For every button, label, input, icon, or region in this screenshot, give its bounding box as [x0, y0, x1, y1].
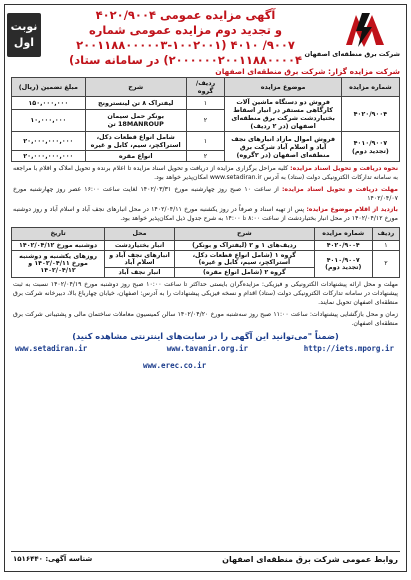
item-description: لیفتراک ۸ تن لینسترونج [85, 97, 186, 110]
footer-org: روابط عمومی شرکت برق منطقه‌ای اصفهان [222, 555, 398, 564]
visit-place: انبارهای نجف آباد و اسلام آباد [105, 250, 175, 267]
row-index: ۱ [186, 97, 225, 110]
col-row: ردیف/گروه [186, 78, 225, 97]
procedure-label: نحوه دریافت و تحویل اسناد مزایده: [290, 165, 399, 172]
company-logo [304, 11, 400, 65]
col-place: محل [105, 227, 175, 240]
auction-subject: فروش دو دستگاه ماشین آلات کارگاهی مستقر در انبار اسقاط بختیاردشت شرکت برق منطقه‌ای اصفهان (در ۲ ردیف) [225, 97, 341, 132]
table-header-row [12, 227, 400, 240]
title-line-4: ۲۰۰۰۰۰۰۲۰۰۱۱۸۸۰۰۰۰۴) در سامانه ستاد) [68, 53, 302, 67]
visit-date: روزهای یکشنبه و دوشنبه مورخ ۱۴۰۲/۰۴/۱۱ و ۱۴۰۲/۰۴/۱۲ [12, 250, 105, 277]
visit-place: انبار نجف آباد [105, 267, 175, 277]
row-index: ۱ [372, 240, 399, 250]
power-logo-icon [342, 11, 388, 49]
item-description: بونکر حمل سیمان 18MANROUP تن [85, 109, 186, 131]
round-badge: نوبت اول [7, 13, 41, 57]
visit-info [13, 205, 398, 224]
advertisement-page [4, 4, 407, 572]
item-description: شامل انواع قطعات دکل، استراکچر، سیم، کابل و غیره [85, 132, 186, 151]
guarantee-amount: ۱۵۰,۰۰۰,۰۰۰ [12, 97, 86, 110]
row-index: ۱ [186, 132, 225, 151]
visit-date: دوشنبه مورخ ۱۴۰۲/۰۴/۱۲ [12, 240, 105, 250]
row-index: ۲ [186, 151, 225, 162]
visit-description: گروه ۲ (شامل انواع مقره) [174, 267, 314, 277]
link-erec[interactable]: www.erec.co.ir [143, 361, 207, 371]
visit-text: پس از تهیه اسناد و صرفاً در روز یکشنبه مورخ ۱۴۰۲/۰۴/۱۱ در محل انبارهای نجف آباد و اسلام آباد و روز دوشنبه مورخ ۱۴۰۲/۰۴/۱۲ در محل انبار بختیاردشت از ساعت ۸:۰۰ تا ۱۴:۰۰ به شرح جدول ذیل امکان‌پذیر خواهد بود. [13, 206, 398, 223]
visit-place: انبار بختیاردشت [105, 240, 175, 250]
visit-label: بازدید از اقلام موضوع مزایده: [306, 206, 398, 214]
documents-deadline [13, 185, 398, 204]
footer [11, 551, 400, 568]
col-number: شماره مزایده [341, 78, 399, 97]
website-links [13, 344, 398, 374]
link-tavanir[interactable]: www.tavanir.org.ir [166, 344, 248, 354]
auctioneer-line: شرکت مزایده گزار: شرکت برق منطقه‌ای اصفهان [215, 67, 400, 76]
link-setadiran[interactable]: www.setadiran.ir [15, 344, 88, 354]
col-subject: موضوع مزایده [225, 78, 341, 97]
col-number: شماره مزایده [314, 227, 372, 240]
deadline-text: از ساعت ۱۰ صبح روز چهارشنبه مورخ ۱۴۰۲/۰۳/۳۱ لغایت ساعت ۱۶:۰۰ عصر روز چهارشنبه مورخ ۱۴۰۲/۰۴/۰۷ [13, 185, 398, 202]
title-line-3: ۹۰۰۷/ ۴۰۱۰ (۲۰۰۱۱۸۸۰۰۰۰۰۳-۱۰۰۲۰۰۱ [76, 38, 295, 52]
ad-title [45, 8, 326, 68]
auction-items-table [11, 77, 400, 162]
procedure-text: کلیه مراحل برگزاری مزایده از دریافت و تحویل اسناد مزایده تا اعلام برنده و تحویل املاک و اقلام با مراجعه به سامانه تدارکات الکترونیکی دولت (ستاد) به آدرس www.setadiran.ir امکان‌پذیر خواهد بود. [13, 165, 398, 182]
col-description: شرح [174, 227, 314, 240]
table-row [12, 97, 400, 110]
guarantee-amount: ۲۰,۰۰۰,۰۰۰,۰۰۰ [12, 151, 86, 162]
opening-info: زمان و محل بازگشایی پیشنهادات: ساعت ۱۱:۰۰ صبح روز سه‌شنبه مورخ ۱۴۰۲/۰۴/۲۰ سالن کمیسیون معاملات ساختمان مالی و پشتیبانی شرکت برق منطقه‌ای اصفهان. [13, 310, 398, 327]
documents-procedure [13, 164, 398, 183]
visit-description: ردیف‌های ۱ و ۲ (لیفتراک و بونکر) [174, 240, 314, 250]
title-line-2: و تجدید دوم مزایده عمومی شماره [88, 23, 283, 37]
auction-subject: فروش اموال مازاد انبارهای نجف آباد و اسلام آباد شرکت برق منطقه‌ای اصفهان (در ۲گروه) [225, 132, 341, 162]
link-iets[interactable]: http://iets.mporg.ir [303, 344, 394, 354]
row-index: ۲ [186, 109, 225, 131]
guarantee-amount: ۲۰,۰۰۰,۰۰۰,۰۰۰ [12, 132, 86, 151]
visit-description: گروه ۱ (شامل انواع قطعات دکل، استراکچر، سیم، کابل و غیره) [174, 250, 314, 267]
col-index: ردیف [372, 227, 399, 240]
title-line-1: آگهی مزایده عمومی ۴۰۲۰/۹۰۰۴ [95, 8, 276, 22]
auction-number: ۴۰۲۰/۹۰۰۴ [341, 97, 399, 132]
deadline-label: مهلت دریافت و تحویل اسناد مزایده: [281, 185, 398, 193]
row-index: ۲ [372, 250, 399, 277]
visit-schedule-table [11, 227, 400, 278]
auction-number: ۴۰۱۰/۹۰۰۷ (تجدید دوم) [341, 132, 399, 162]
table-row [12, 240, 400, 250]
auction-number: ۴۰۱۰/۹۰۰۷ (تجدید دوم) [314, 250, 372, 277]
col-date: تاریخ [12, 227, 105, 240]
table-row [12, 250, 400, 267]
table-row [12, 132, 400, 151]
table-header-row [12, 78, 400, 97]
header [5, 5, 406, 65]
item-description: انواع مقره [85, 151, 186, 162]
ad-id: شناسه آگهی: ۱۵۱۶۴۴۰ [13, 555, 93, 563]
guarantee-amount: ۱۰,۰۰۰,۰۰۰ [12, 109, 86, 131]
col-guarantee: مبلغ تضمین (ریال) [12, 78, 86, 97]
auction-number: ۴۰۲۰/۹۰۰۴ [314, 240, 372, 250]
col-description: شرح [85, 78, 186, 97]
logo-company-name: شرکت برق منطقه‌ای اصفهان [304, 50, 400, 58]
website-notice: (ضمناً "می‌توانید این آگهی را در سایت‌های اینترنتی مشاهده کنید) [72, 331, 339, 342]
submission-info: مهلت و محل ارائه پیشنهادات الکترونیکی و فیزیکی: مزایده‌گران بایستی حداکثر تا ساعت ۱۰:۰۰ صبح روز دوشنبه مورخ ۱۴۰۲/۰۴/۱۹ نسبت به ثبت پیشنهادات در سامانه تدارکات الکترونیکی دولت (ستاد) اقدام و نسخه فیزیکی پیشنهادات را به آدرس: اصفهان، خیابان چهارباغ بالا، دبیرخانه شرکت برق منطقه‌ای اصفهان تحویل نمایند. [13, 280, 398, 307]
